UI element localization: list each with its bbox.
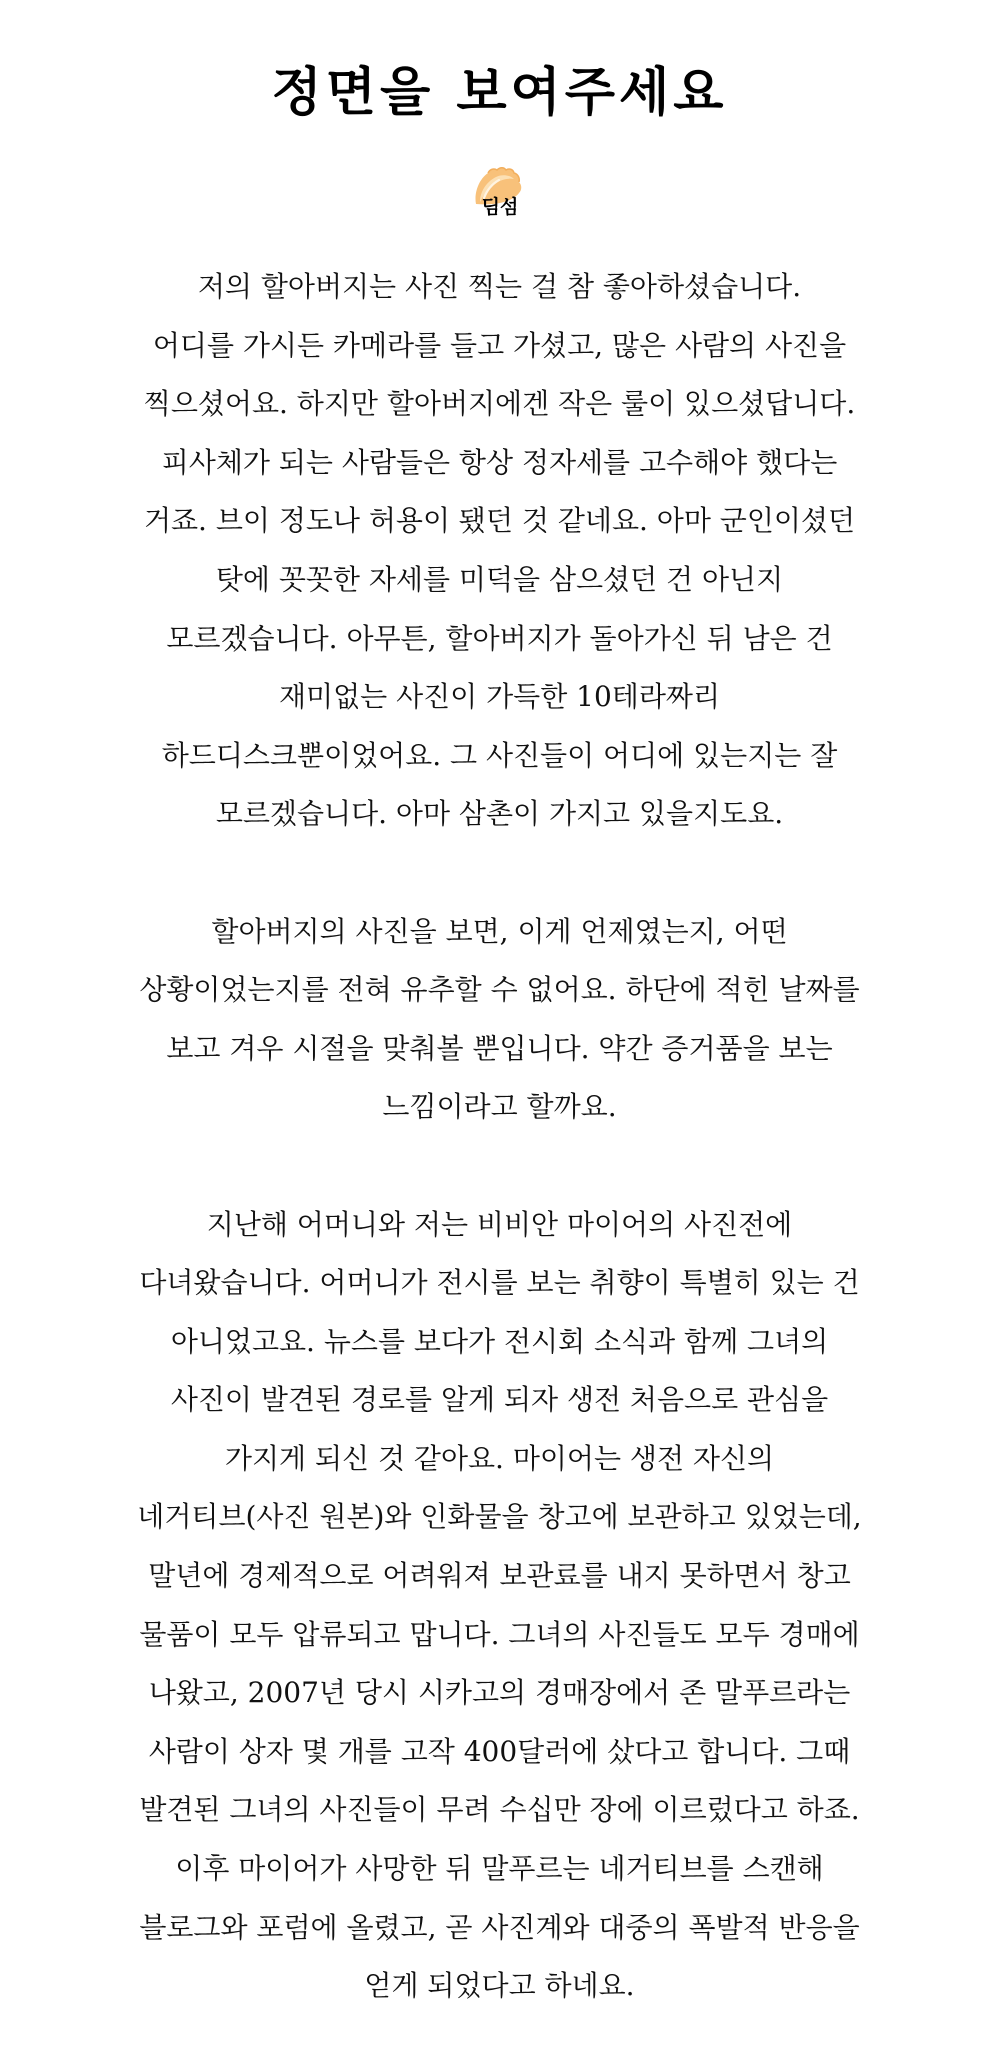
- text-line: 지난해 어머니와 저는 비비안 마이어의 사진전에: [206, 1207, 793, 1241]
- text-line: 가지게 되신 것 같아요. 마이어는 생전 자신의: [224, 1441, 775, 1475]
- text-line: 사람이 상자 몇 개를 고작 400달러에 샀다고 합니다. 그때: [148, 1734, 851, 1768]
- text-line: 다녀왔습니다. 어머니가 전시를 보는 취향이 특별히 있는 건: [139, 1266, 860, 1300]
- page-title: 정면을 보여주세요: [271, 63, 728, 123]
- paragraph-3: [50, 1196, 949, 2016]
- text-line: 찍으셨어요. 하지만 할아버지에겐 작은 룰이 있으셨답니다.: [143, 387, 856, 421]
- text-line: 모르겠습니다. 아무튼, 할아버지가 돌아가신 뒤 남은 건: [166, 621, 833, 655]
- text-line: 어디를 가시든 카메라를 들고 가셨고, 많은 사람의 사진을: [152, 328, 847, 362]
- text-line: 하드디스크뿐이었어요. 그 사진들이 어디에 있는지는 잘: [161, 738, 838, 772]
- text-line: 거죠. 브이 정도나 허용이 됐던 것 같네요. 아마 군인이셨던: [143, 504, 856, 538]
- text-line: 블로그와 포럼에 올렸고, 곧 사진계와 대중의 폭발적 반응을: [139, 1910, 860, 1944]
- text-line: 저의 할아버지는 사진 찍는 걸 참 좋아하셨습니다.: [197, 270, 802, 303]
- article-body: [50, 258, 949, 2016]
- paragraph-2: [50, 903, 949, 1137]
- text-line: 탓에 꼿꼿한 자세를 미덕을 삼으셨던 건 아닌지: [215, 562, 784, 596]
- text-line: 말년에 경제적으로 어려워져 보관료를 내지 못하면서 창고: [148, 1559, 851, 1593]
- text-line: 아니었고요. 뉴스를 보다가 전시회 소식과 함께 그녀의: [170, 1324, 829, 1358]
- text-line: 사진이 발견된 경로를 알게 되자 생전 처음으로 관심을: [170, 1383, 829, 1417]
- text-line: 상황이었는지를 전혀 유추할 수 없어요. 하단에 적힌 날짜를: [139, 973, 860, 1007]
- text-line: 보고 겨우 시절을 맞춰볼 뿐입니다. 약간 증거품을 보는: [166, 1031, 833, 1065]
- text-line: 물품이 모두 압류되고 맙니다. 그녀의 사진들도 모두 경매에: [139, 1617, 860, 1651]
- brand-logo: [464, 164, 536, 226]
- text-line: 느낌이라고 할까요.: [382, 1090, 617, 1124]
- text-line: 이후 마이어가 사망한 뒤 말푸르는 네거티브를 스캔해: [175, 1852, 824, 1886]
- logo-text: 딤섬: [481, 196, 519, 218]
- text-line: 얻게 되었다고 하네요.: [364, 1969, 635, 2003]
- text-line: 나왔고, 2007년 당시 시카고의 경매장에서 존 말푸르라는: [148, 1676, 851, 1710]
- text-line: 모르겠습니다. 아마 삼촌이 가지고 있을지도요.: [215, 797, 784, 831]
- paragraph-1: [50, 258, 949, 844]
- text-line: 피사체가 되는 사람들은 항상 정자세를 고수해야 했다는: [161, 445, 838, 479]
- text-line: 발견된 그녀의 사진들이 무려 수십만 장에 이르렀다고 하죠.: [139, 1793, 860, 1827]
- text-line: 할아버지의 사진을 보면, 이게 언제였는지, 어떤: [211, 914, 788, 948]
- text-line: 네거티브(사진 원본)와 인화물을 창고에 보관하고 있었는데,: [137, 1500, 862, 1534]
- text-line: 재미없는 사진이 가득한 10테라짜리: [278, 680, 720, 714]
